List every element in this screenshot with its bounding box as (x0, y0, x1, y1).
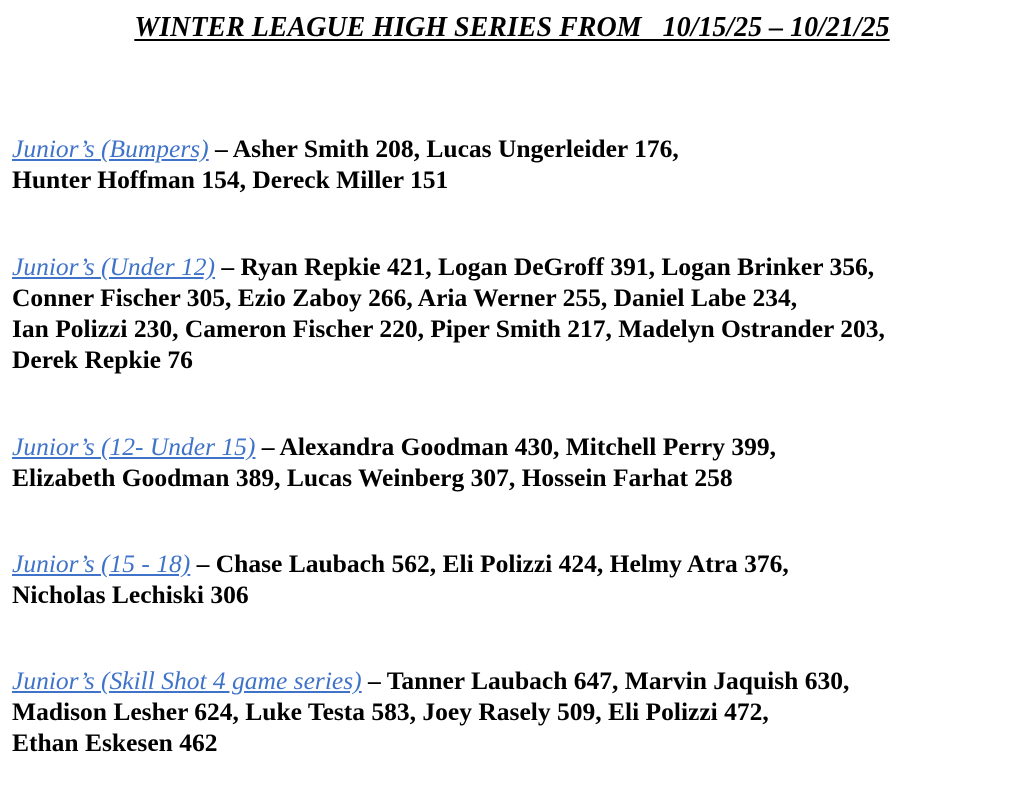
section-line (12, 133, 1012, 164)
section-juniors-15-18 (12, 548, 1012, 610)
category-link-under-12[interactable]: Junior’s (Under 12) (12, 252, 216, 281)
section-line: Madison Lesher 624, Luke Testa 583, Joey Rasely 509, Eli Polizzi 472, (12, 697, 769, 726)
section-line (12, 431, 1012, 462)
section-line: Derek Repkie 76 (12, 345, 193, 374)
results-text: Ryan Repkie 421, Logan DeGroff 391, Logan Brinker 356, (240, 252, 875, 281)
category-link-12-under-15[interactable]: Junior’s (12- Under 15) (12, 432, 256, 461)
separator: – (255, 432, 280, 461)
separator: – (208, 134, 233, 163)
section-line: Nicholas Lechiski 306 (12, 580, 249, 609)
separator: – (215, 252, 241, 281)
section-line (12, 548, 1012, 579)
results-text: Asher Smith 208, Lucas Ungerleider 176, (232, 134, 679, 163)
section-line: Elizabeth Goodman 389, Lucas Weinberg 307, Hossein Farhat 258 (12, 463, 733, 492)
category-link-skill-shot[interactable]: Junior’s (Skill Shot 4 game series) (12, 666, 362, 695)
separator: – (361, 666, 387, 695)
section-line: Conner Fischer 305, Ezio Zaboy 266, Aria Werner 255, Daniel Labe 234, (12, 283, 798, 312)
section-juniors-bumpers (12, 133, 1012, 195)
category-link-bumpers[interactable]: Junior’s (Bumpers) (12, 134, 209, 163)
category-link-15-18[interactable]: Junior’s (15 - 18) (12, 549, 191, 578)
results-text: Tanner Laubach 647, Marvin Jaquish 630, (386, 666, 850, 695)
section-line: Ethan Eskesen 462 (12, 728, 218, 757)
results-text: Chase Laubach 562, Eli Polizzi 424, Helmy Atra 376, (215, 549, 789, 578)
section-juniors-under-12 (12, 251, 1012, 375)
section-line (12, 665, 1012, 696)
separator: – (190, 549, 216, 578)
section-line: Hunter Hoffman 154, Dereck Miller 151 (12, 165, 449, 194)
results-text: Alexandra Goodman 430, Mitchell Perry 399, (279, 432, 776, 461)
section-juniors-skill-shot (12, 665, 1012, 758)
page-title: WINTER LEAGUE HIGH SERIES FROM 10/15/25 – 10/21/25 (134, 12, 890, 43)
section-line (12, 251, 1012, 282)
section-juniors-12-under-15 (12, 431, 1012, 493)
section-line: Ian Polizzi 230, Cameron Fischer 220, Piper Smith 217, Madelyn Ostrander 203, (12, 314, 885, 343)
